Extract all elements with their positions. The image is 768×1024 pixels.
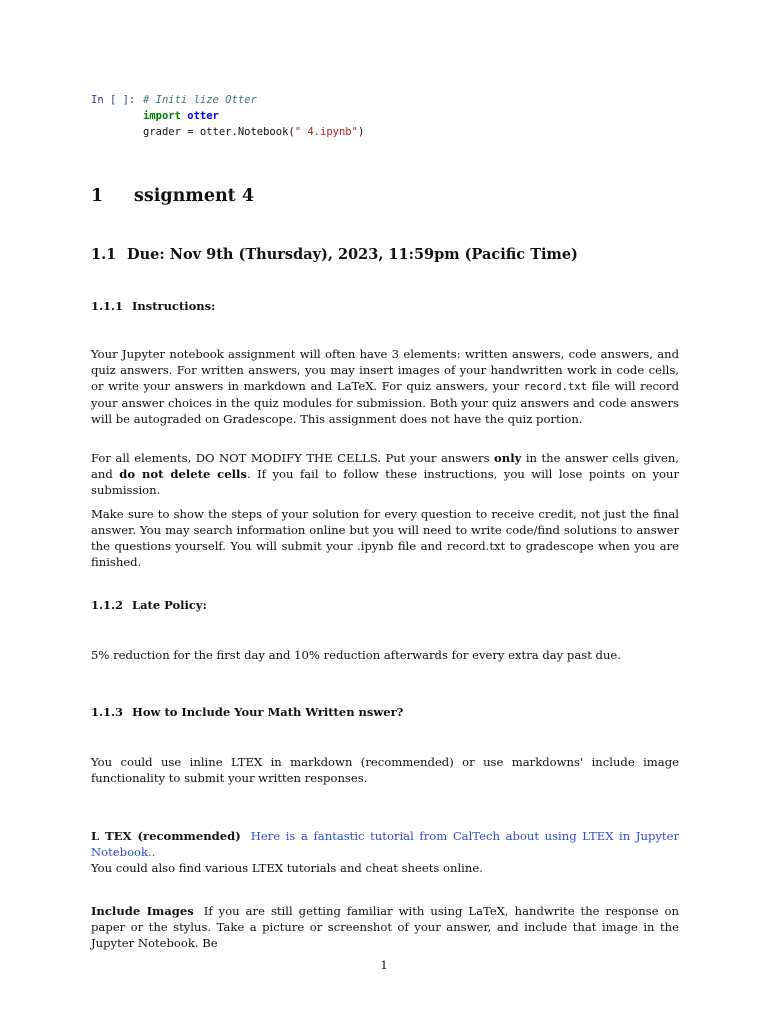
section-title: Instructions: [132,299,216,313]
section-heading-late-policy [91,598,207,612]
instructions-paragraph-1: Your Jupyter notebook assignment will often have 3 elements: written answers, code answers, and quiz answers. For written answers, you may insert images of your handwritten work in code cells, or write your answers in markdown and LaTeX. For quiz answers, your record.txt file will record your answer choices in the quiz modules for submission. Both your quiz answers and code answers will be autograded on Gradescope. This assignment does not have the quiz portion. [91,347,679,426]
section-heading-math [91,705,403,719]
instructions-paragraph-2: For all elements, DO NOT MODIFY THE CELLS. Put your answers only in the answer cells given, and do not delete cells. If you fail to follow these instructions, you will lose points on your submission. [91,451,679,497]
section-number: 1 [91,186,104,206]
code-grader-arg: " 4.ipynb" [294,126,358,138]
section-number: 1.1.1 [91,299,124,313]
late-policy-text: 5% reduction for the first day and 10% reduction afterwards for every extra day past due. [91,648,621,662]
math-paragraph-1: You could use inline LTEX in markdown (recommended) or use markdowns' include image functionality to submit your written responses. [91,755,679,785]
section-title: Late Policy: [132,598,207,612]
inline-code: record.txt [523,381,587,393]
code-import-module: otter [187,110,219,122]
cell-prompt: In [ ]: [91,94,136,106]
section-title: Due: Nov 9th (Thursday), 2023, 11:59pm (Pacific Time) [127,246,578,263]
section-heading-instructions [91,299,215,313]
latex-label: L TEX (recommended) [91,829,241,843]
section-number: 1.1.2 [91,598,124,612]
instructions-paragraph-3: Make sure to show the steps of your solution for every question to receive credit, not just the final answer. You may search information online but you will need to write code/find solutions to answer the questions yourself. You will submit your .ipynb file and record.txt to gradescope when you are finished. [91,507,679,569]
images-label: Include Images [91,904,194,918]
code-grader-suffix: ) [357,126,365,138]
section-title: How to Include Your Math Written nswer? [132,705,404,719]
code-grader-prefix: grader = otter.Notebook( [143,126,295,138]
code-input[interactable] [143,92,364,140]
images-paragraph: Include Images If you are still getting familiar with using LaTeX, handwrite the response on paper or the stylus. Take a picture or screenshot of your answer, and include that image in the Jupyter Notebook. Be [91,904,679,950]
page-number: 1 [380,958,388,972]
section-heading-1 [91,186,254,206]
code-import-keyword: import [143,110,181,122]
caltech-tutorial-link[interactable]: Here is a fantastic tutorial from CalTech about using LTEX in Jupyter Notebook.. [91,829,679,859]
section-heading-1-1 [91,246,578,263]
section-title: ssignment 4 [134,186,255,206]
section-number: 1.1 [91,246,117,263]
latex-paragraph: L TEX (recommended) Here is a fantastic tutorial from CalTech about using LTEX in Jupyter Notebook.. You could also find various LTEX tutorials and cheat sheets online. [91,829,679,875]
code-comment: # Initi lize Otter [143,94,257,106]
section-number: 1.1.3 [91,705,124,719]
